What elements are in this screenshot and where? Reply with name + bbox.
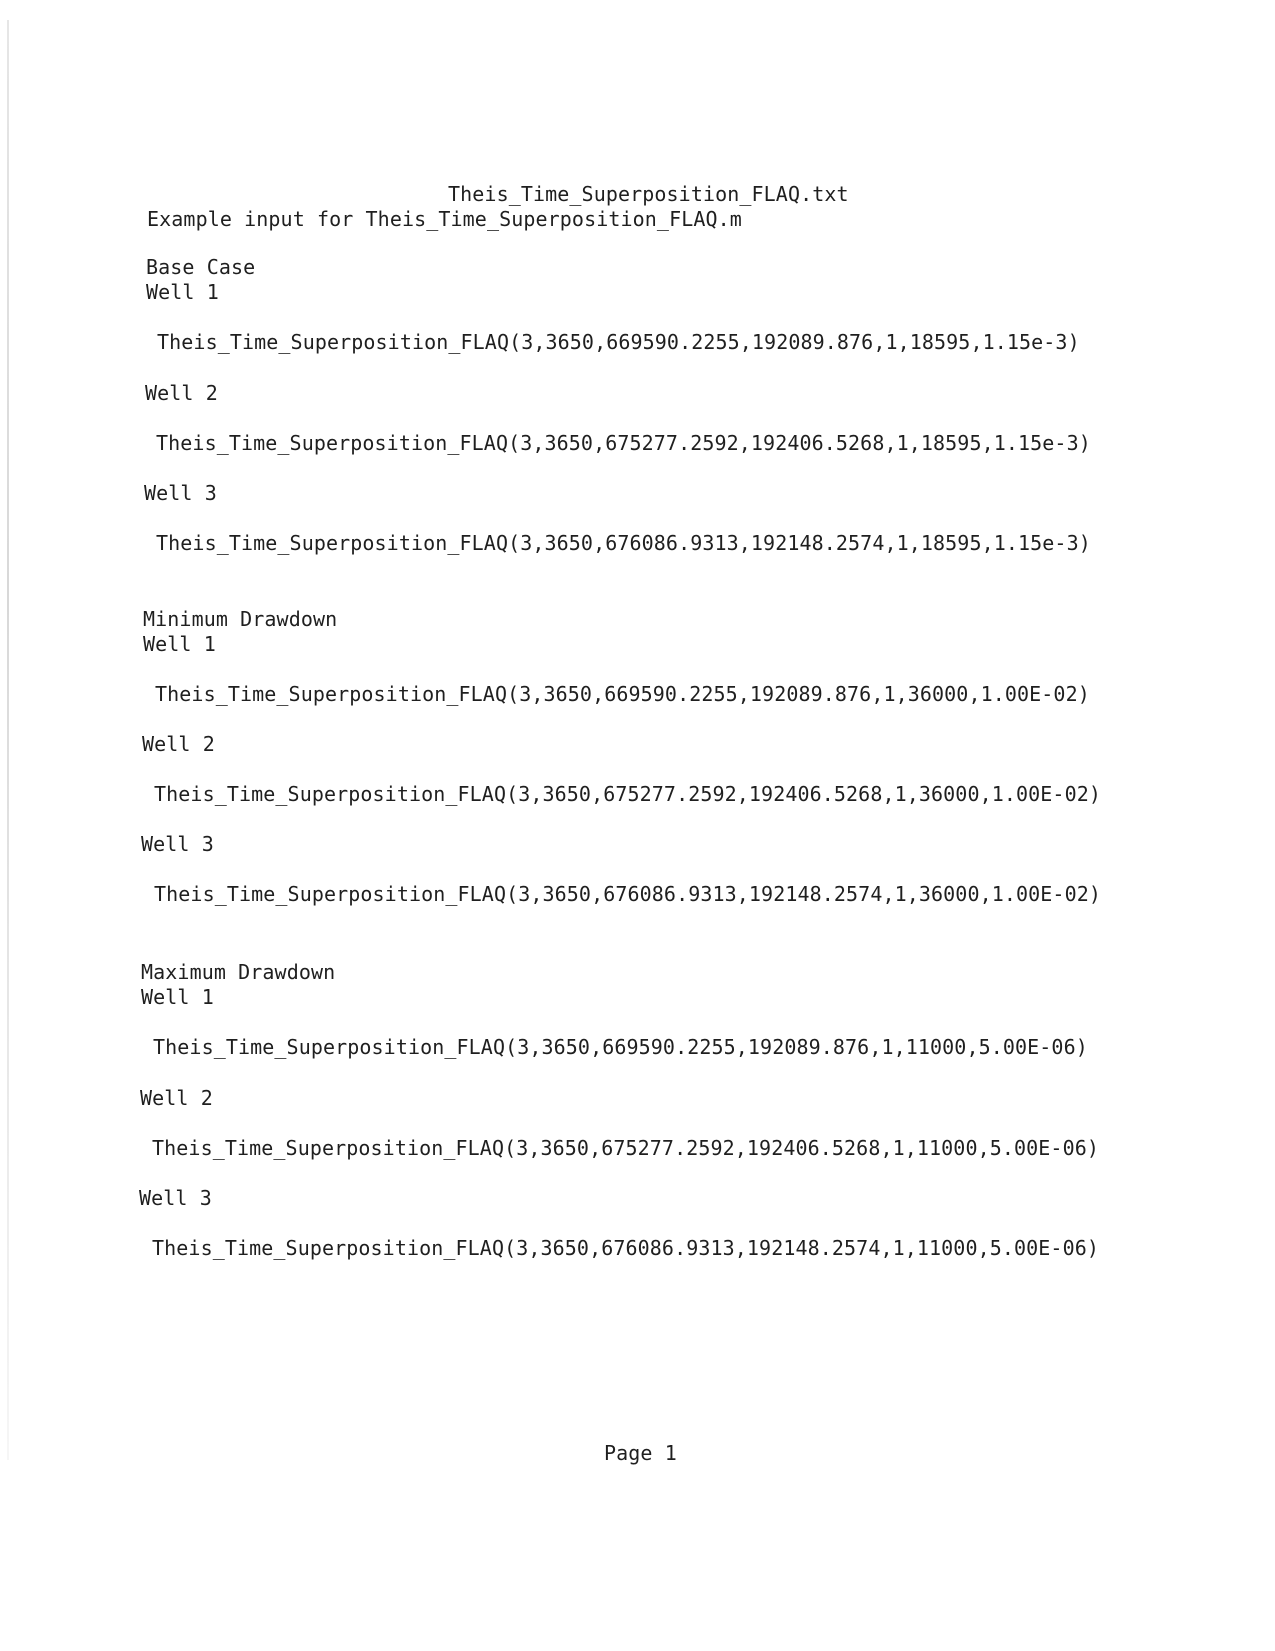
page-number: Page 1	[604, 1441, 677, 1465]
section-title-minimum-drawdown: Minimum Drawdown	[143, 607, 338, 631]
function-call-line: Theis_Time_Superposition_FLAQ(3,3650,675277.2592,192406.5268,1,18595,1.15e-3)	[156, 431, 1091, 455]
function-call-line: Theis_Time_Superposition_FLAQ(3,3650,669590.2255,192089.876,1,18595,1.15e-3)	[157, 330, 1080, 354]
well-label: Well 3	[139, 1186, 212, 1210]
well-label: Well 3	[141, 832, 214, 856]
well-label: Well 1	[146, 280, 219, 304]
function-call-line: Theis_Time_Superposition_FLAQ(3,3650,676086.9313,192148.2574,1,18595,1.15e-3)	[156, 531, 1091, 555]
function-call-line: Theis_Time_Superposition_FLAQ(3,3650,669590.2255,192089.876,1,11000,5.00E-06)	[153, 1035, 1088, 1059]
well-label: Well 1	[143, 632, 216, 656]
function-call-line: Theis_Time_Superposition_FLAQ(3,3650,675277.2592,192406.5268,1,11000,5.00E-06)	[152, 1136, 1099, 1160]
function-call-line: Theis_Time_Superposition_FLAQ(3,3650,676086.9313,192148.2574,1,11000,5.00E-06)	[152, 1236, 1099, 1260]
function-call-line: Theis_Time_Superposition_FLAQ(3,3650,669590.2255,192089.876,1,36000,1.00E-02)	[155, 682, 1090, 706]
document-filename: Theis_Time_Superposition_FLAQ.txt	[448, 182, 849, 206]
section-title-base-case: Base Case	[146, 255, 256, 279]
function-call-line: Theis_Time_Superposition_FLAQ(3,3650,676086.9313,192148.2574,1,36000,1.00E-02)	[154, 882, 1101, 906]
scan-edge-shadow	[7, 20, 9, 1460]
section-title-maximum-drawdown: Maximum Drawdown	[141, 960, 336, 984]
well-label: Well 2	[145, 381, 218, 405]
document-description: Example input for Theis_Time_Superposition_FLAQ.m	[147, 207, 742, 231]
well-label: Well 2	[142, 732, 215, 756]
well-label: Well 1	[141, 985, 214, 1009]
well-label: Well 3	[144, 481, 217, 505]
well-label: Well 2	[140, 1086, 213, 1110]
function-call-line: Theis_Time_Superposition_FLAQ(3,3650,675277.2592,192406.5268,1,36000,1.00E-02)	[154, 782, 1101, 806]
